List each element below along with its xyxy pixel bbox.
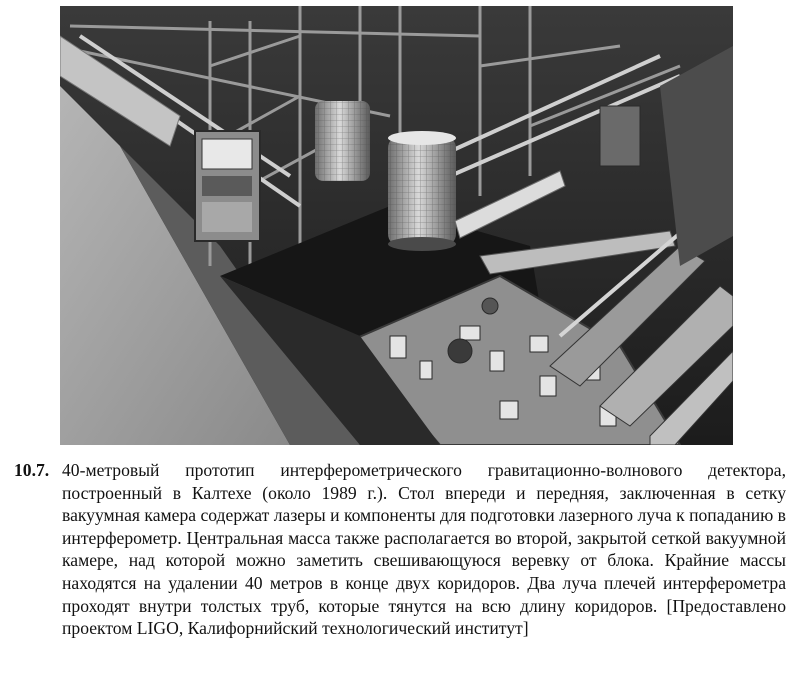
figure-photo-interferometer-prototype [60,6,733,445]
figure-number: 10.7. [14,460,50,480]
figure-caption [14,459,786,640]
figure-caption-text: 40-метровый прототип интерферометрического гравитационно-волнового детектора, построенный в Калтехе (около 1989 г.). Стол впереди и передняя, заключенная в сетку вакуумная камера содержат лазеры и компоненты для подготовки лазерного луча к попаданию в интерферометр. Центральная масса также располагается во второй, закрытой сеткой вакуумной камере, над которой можно заметить свешивающуюся веревку от блока. Крайние массы находятся на удалении 40 метров в конце двух коридоров. Два луча плечей интерферометра проходят внутри толстых труб, которые тянутся на всю длину коридоров. [Предоставлено проектом LIGO, Калифорнийский технологический институт] [62,460,786,639]
equipment-rack [195,131,260,241]
